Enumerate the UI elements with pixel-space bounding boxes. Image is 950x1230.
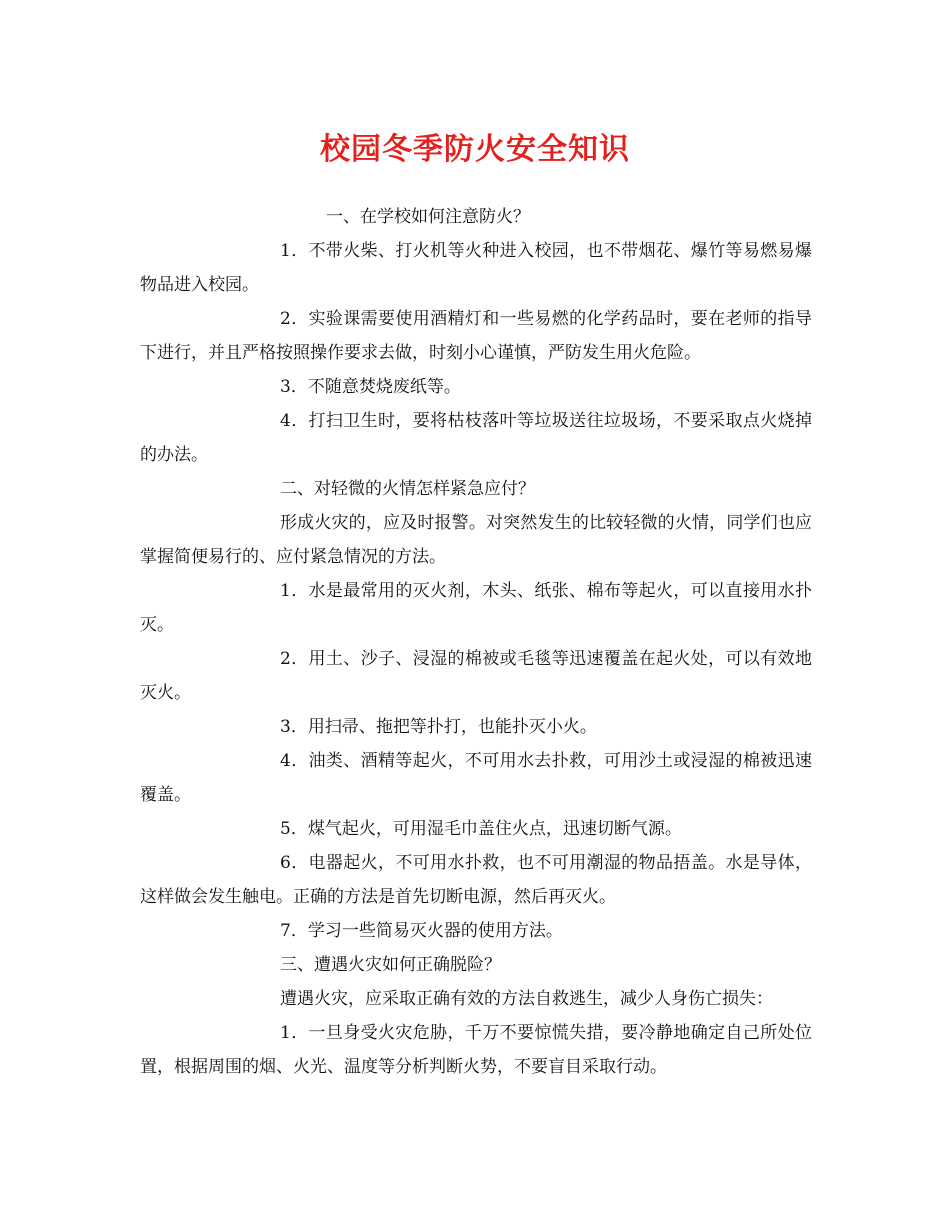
paragraph: 6．电器起火，不可用水扑救，也不可用潮湿的物品捂盖。水是导体，这样做会发生触电。正确的方法是首先切断电源，然后再灭火。 [140,853,812,907]
section-heading-3: 三、遭遇火灾如何正确脱险？ [280,955,501,975]
paragraph: 7．学习一些简易灭火器的使用方法。 [280,921,563,941]
paragraph: 1．一旦身受火灾危胁，千万不要惊慌失措，要冷静地确定自己所处位置，根据周围的烟、火光、温度等分析判断火势，不要盲目采取行动。 [140,1023,812,1077]
paragraph: 3．用扫帚、拖把等扑打，也能扑灭小火。 [280,717,597,737]
section-heading-2: 二、对轻微的火情怎样紧急应付？ [280,479,535,499]
paragraph: 遭遇火灾，应采取正确有效的方法自救逃生，减少人身伤亡损失： [280,989,773,1009]
document-title: 校园冬季防火安全知识 [320,132,630,167]
document-body [140,200,812,1084]
paragraph: 4．油类、酒精等起火，不可用水去扑救，可用沙土或浸湿的棉被迅速覆盖。 [140,751,812,805]
section-heading-1: 一、在学校如何注意防火？ [326,207,530,227]
paragraph: 4．打扫卫生时，要将枯枝落叶等垃圾送往垃圾场，不要采取点火烧掉的办法。 [140,411,812,465]
paragraph: 形成火灾的，应及时报警。对突然发生的比较轻微的火情，同学们也应掌握简便易行的、应付紧急情况的方法。 [140,513,812,567]
paragraph: 3．不随意焚烧废纸等。 [280,377,461,397]
paragraph: 2．实验课需要使用酒精灯和一些易燃的化学药品时，要在老师的指导下进行，并且严格按照操作要求去做，时刻小心谨慎，严防发生用火危险。 [140,309,812,363]
paragraph: 2．用土、沙子、浸湿的棉被或毛毯等迅速覆盖在起火处，可以有效地灭火。 [140,649,812,703]
paragraph: 5．煤气起火，可用湿毛巾盖住火点，迅速切断气源。 [280,819,682,839]
paragraph: 1．不带火柴、打火机等火种进入校园，也不带烟花、爆竹等易燃易爆物品进入校园。 [140,241,812,295]
paragraph: 1．水是最常用的灭火剂，木头、纸张、棉布等起火，可以直接用水扑灭。 [140,581,812,635]
